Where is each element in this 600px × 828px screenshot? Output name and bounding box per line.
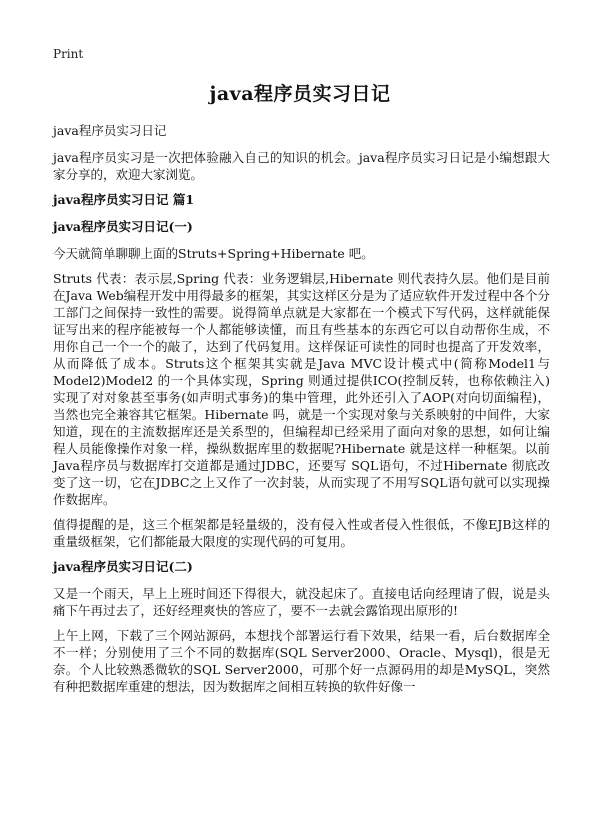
paragraph: 上午上网，下载了三个网站源码，本想找个部署运行看下效果，结果一看，后台数据库全不一样；分别使用了三个不同的数据库(SQL Server2000、Oracle、Mysql)，很是无奈。个人比较熟悉微软的SQL Server2000，可那个好一点源码用的却是MySQL，突然有种把数据库重建的想法，因为数据库之间相互转换的软件好像一 bbox=[53, 628, 550, 694]
paragraph: 值得提醒的是，这三个框架都是轻量级的，没有侵入性或者侵入性很低，不像EJB这样的重量级框架，它们都能最大限度的实现代码的可复用。 bbox=[53, 517, 550, 549]
intro-paragraph: java程序员实习是一次把体验融入自己的知识的机会。java程序员实习日记是小编想跟大家分享的，欢迎大家浏览。 bbox=[53, 150, 550, 182]
subtitle: java程序员实习日记 bbox=[53, 123, 167, 138]
entry-heading: java程序员实习日记(一) bbox=[53, 219, 193, 234]
section-heading: java程序员实习日记 篇1 bbox=[53, 192, 195, 207]
print-link[interactable]: Print bbox=[53, 47, 84, 61]
paragraph: 今天就简单聊聊上面的Struts+Spring+Hibernate 吧。 bbox=[53, 246, 374, 261]
paragraph: Struts 代表：表示层,Spring 代表：业务逻辑层,Hibernate 则代表持久层。他们是目前在Java Web编程开发中用得最多的框架，其实这样区分是为了适应软件开发过程中各个分工部门之间保持一致性的需要。说得简单点就是大家都在一个模式下写代码，这样就能保证写出来的程序能被每一个人都能够读懂，而且有些基本的东西它可以自动帮你生成，不用你自己一个一个的敲了，达到了代码复用。这样保证可读性的同时也提高了开发效率，从而降低了成本。Struts这个框架其实就是Java MVC设计模式中(简称Model1与Model2)Model2 的一个具体实现，Spring 则通过提供ICO(控制反转，也称依赖注入)实现了对对象甚至事务(如声明式事务)的集中管理，此外还引入了AOP(对向切面编程)，当然也完全兼容其它框架。Hibernate 吗，就是一个实现对象与关系映射的中间件，大家知道，现在的主流数据库还是关系型的，但编程却已经采用了面向对象的思想，如何让编程人员能像操作对象一样，操纵数据库里的数据呢?Hibernate 就是这样一种框架。以前Java程序员与数据库打交道都是通过JDBC，还要写 SQL语句，不过Hibernate 彻底改变了这一切，它在JDBC之上又作了一次封装，从而实现了不用写SQL语句就可以实现操作数据库。 bbox=[53, 271, 550, 507]
paragraph: 又是一个雨天，早上上班时间还下得很大，就没起床了。直接电话向经理请了假，说是头痛下午再过去了，还好经理爽快的答应了，要不一去就会露馅现出原形的! bbox=[53, 586, 550, 618]
entry-heading: java程序员实习日记(二) bbox=[53, 559, 193, 574]
page-title: java程序员实习日记 bbox=[209, 83, 391, 105]
article-body bbox=[53, 122, 550, 703]
